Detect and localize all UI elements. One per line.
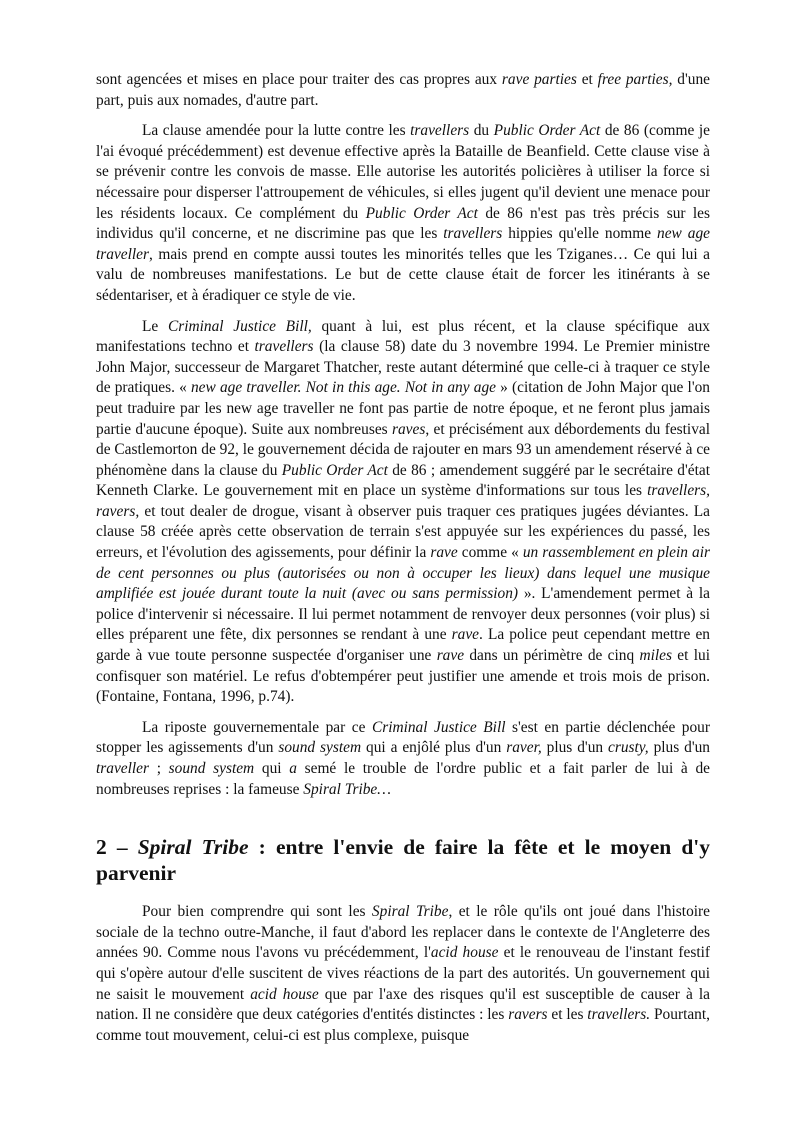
text-run: La riposte gouvernementale par ce	[142, 718, 372, 736]
paragraph-riposte	[96, 718, 710, 800]
italic-term: Spiral Tribe…	[303, 780, 391, 798]
text-run: de 86 ; amendement suggéré par le secrétaire d'état Kenneth Clarke. Le gouvernement mit en place un système d'informations sur tous les	[96, 461, 710, 500]
italic-term: sound system	[278, 739, 362, 757]
text-run: plus d'un	[541, 739, 609, 757]
text-run: semé le trouble de l'ordre public et a fait parler de lui à de nombreuses reprises : la fameuse	[96, 760, 710, 798]
italic-term: Criminal Justice Bill,	[167, 317, 312, 335]
italic-term: Public Order Act	[281, 461, 388, 479]
italic-term: miles	[639, 647, 672, 665]
italic-term: travellers, ravers,	[96, 482, 710, 520]
text-run: qui	[254, 760, 290, 777]
section-heading	[96, 834, 710, 886]
text-run: et le renouveau de l'instant festif qui s'opère autour d'elle suscitent de vives réactions de la part des autorités. Un gouvernement qui ne saisit le mouvement	[96, 944, 710, 1003]
italic-quote: new age traveller. Not in this age. Not in any age	[190, 379, 496, 397]
italic-term: acid house	[430, 944, 499, 962]
italic-term: acid house	[250, 985, 319, 1003]
italic-term: raves	[392, 420, 426, 438]
italic-quote: un rassemblement en plein air de cent personnes ou plus (autorisées ou non à occuper les lieux) dans lequel une musique amplifiée est jouée durant toute la nuit (avec ou sans permission)	[96, 544, 710, 603]
italic-term: travellers	[254, 338, 314, 356]
document-page	[96, 70, 710, 1056]
text-run: d'une part, puis aux nomades, d'autre part.	[96, 71, 710, 109]
text-run: plus d'un	[648, 739, 711, 757]
italic-term: crusty,	[608, 739, 649, 757]
paragraph-spiral-tribe	[96, 902, 710, 1046]
italic-term: rave	[430, 544, 458, 562]
italic-term: a	[289, 760, 297, 777]
text-run: Pour bien comprendre qui sont les	[142, 903, 372, 921]
italic-term: raver,	[506, 739, 542, 757]
text-run: . La police peut cependant mettre en garde à vue toute personne suspectée d'organiser une	[96, 626, 710, 665]
text-run: , et précisément aux débordements du festival de Castlemorton de 92, le gouvernement décida de rajouter en mars 93 un amendement réservé à ce phénomène dans la clause du	[96, 420, 711, 479]
italic-term: free parties,	[597, 71, 673, 88]
text-run: , mais prend en compte aussi toutes les minorités telles que les Tziganes… Ce qui lui a valu de nombreuses manifestations. Le but de cette clause était de forcer les itinérants à se sédentariser, et à éradiquer ce style de vie.	[96, 245, 710, 304]
text-run: dans un périmètre de cinq	[464, 647, 640, 665]
text-run: La clause amendée pour la lutte contre les	[142, 122, 411, 140]
text-run: Le	[142, 317, 168, 335]
text-run: hippies qu'elle nomme	[502, 225, 658, 243]
italic-term: Criminal Justice Bill	[371, 718, 506, 736]
italic-term: travellers.	[587, 1006, 651, 1024]
paragraph-public-order-act	[96, 121, 710, 306]
text-run: Pourtant, comme tout mouvement, celui-ci est plus complexe, puisque	[96, 1006, 710, 1044]
text-run: comme «	[457, 544, 523, 562]
italic-term: travellers	[410, 122, 470, 140]
text-run: ;	[149, 760, 169, 777]
italic-term: Public Order Act	[365, 204, 478, 222]
text-run: (la clause 58) date du 3 novembre 1994. Le Premier ministre John Major, successeur de Margaret Thatcher, reste autant déterminé que celle-ci à traquer ce style de pratiques. «	[96, 338, 710, 397]
heading-rest: : entre l'envie de faire la fête et le moyen d'y parvenir	[96, 835, 711, 886]
italic-term: rave	[436, 647, 465, 665]
italic-term: rave parties	[501, 71, 577, 88]
italic-term: traveller	[96, 760, 149, 777]
paragraph-intro	[96, 70, 710, 111]
text-run: de 86 (comme je l'ai évoqué précédemment) est devenue effective après la Bataille de Beanfield. Cette clause vise à se prévenir contre les convois de masse. Elle autorise les autorités policières à utiliser la force si nécessaire pour disperser l'attroupement de véhicules, si elles jugent qu'il devient une menace pour les résidents locaux. Ce complément du	[96, 122, 710, 222]
text-run: ». L'amendement permet à la police d'intervenir si nécessaire. Il lui permet notamment de renvoyer deux personnes (voir plus) si elles préparent une fête, dix personnes se rendant à une	[96, 585, 710, 644]
text-run: sont agencées et mises en place pour traiter des cas propres aux	[96, 71, 502, 88]
text-run: et	[576, 71, 598, 88]
heading-italic-title: Spiral Tribe	[137, 835, 249, 860]
text-run: et lui confisquer son matériel. Le refus d'obtempérer peut justifier une amende et trois mois de prison. (Fontaine, Fontana, 1996, p.74).	[96, 647, 710, 706]
text-run: et tout dealer de drogue, visant à observer puis traquer ces pratiques jugées déviantes. La clause 58 créée après cette observation de terrain s'est appuyée sur les expériences du passé, les erreurs, et l'évolution des agissements, pour définir la	[96, 502, 710, 562]
italic-term: Spiral Tribe	[371, 903, 449, 921]
text-run: , et le rôle qu'ils ont joué dans l'histoire sociale de la techno outre-Manche, il faut d'abord les replacer dans le contexte de l'Angleterre des années 90. Comme nous l'avons vu précédemment, l'	[96, 903, 710, 962]
text-run: quant à lui, est plus récent, et la clause spécifique aux manifestations techno et	[96, 317, 710, 356]
italic-term: sound system	[168, 760, 255, 777]
text-run: que par l'axe des risques qu'il est susceptible de causer à la nation. Il ne considère que deux catégories d'entités distinctes : les	[96, 985, 710, 1024]
italic-term: Public Order Act	[493, 122, 601, 140]
italic-term: new age traveller	[96, 225, 710, 263]
text-run: de 86 n'est pas très précis sur les individus qu'il concerne, et ne discrimine pas que les	[96, 204, 711, 243]
heading-number: 2 –	[96, 835, 138, 860]
italic-term: rave	[451, 626, 480, 644]
italic-term: ravers	[508, 1006, 548, 1024]
text-run: qui a enjôlé plus d'un	[361, 739, 507, 757]
text-run: » (citation de John Major que l'on peut traduire par les new age traveller ne font pas partie de notre époque, et ne feront plus jamais partie d'aucune époque). Suite aux nombreuses	[96, 379, 710, 438]
text-run: du	[469, 122, 494, 140]
paragraph-criminal-justice-bill	[96, 317, 710, 708]
text-run: et les	[547, 1006, 588, 1024]
text-run: s'est en partie déclenchée pour stopper les agissements d'un	[96, 718, 710, 757]
italic-term: travellers	[443, 225, 503, 243]
